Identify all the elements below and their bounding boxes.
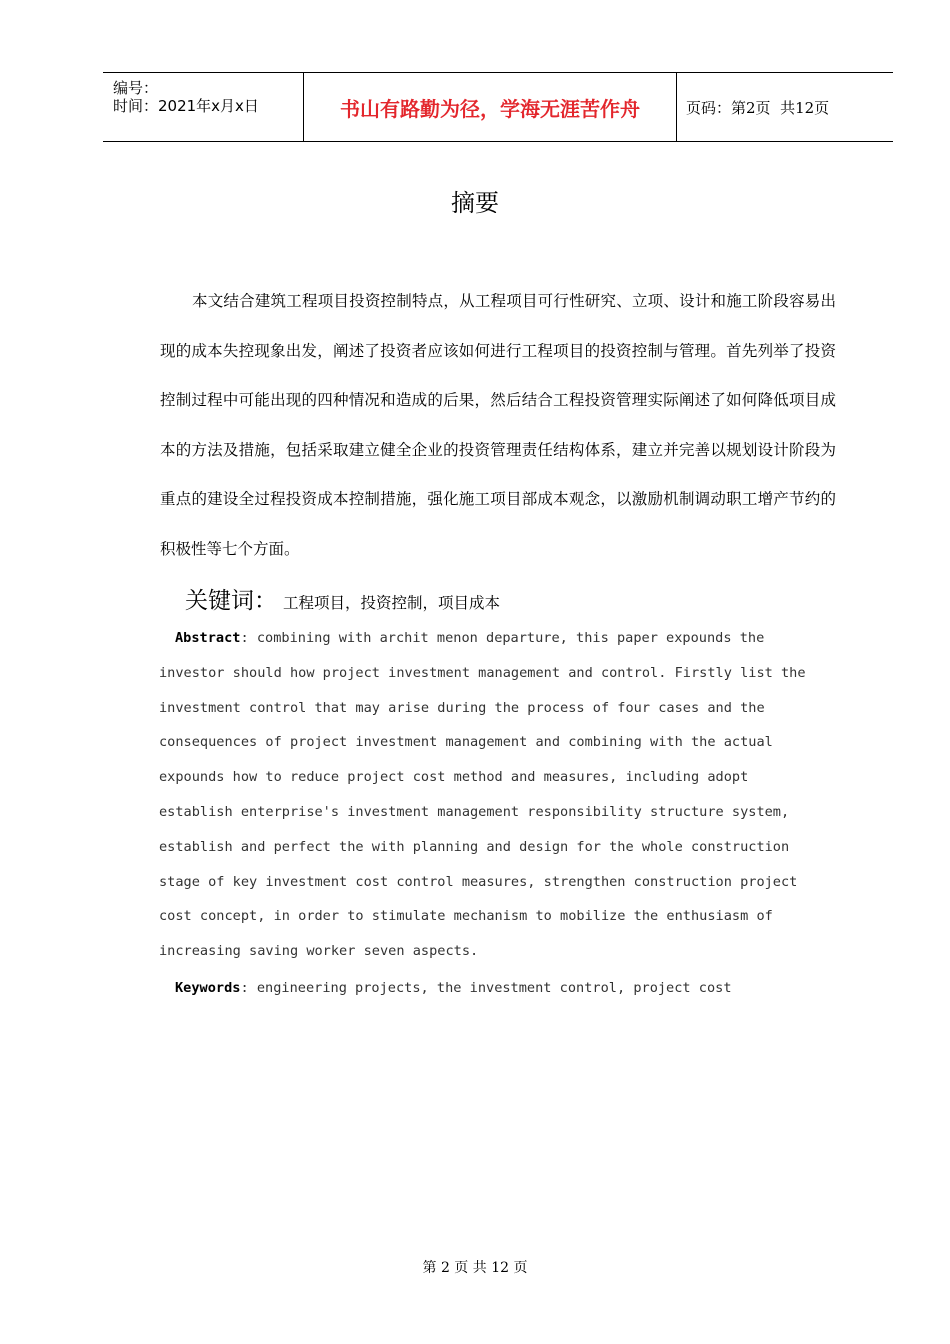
page-header — [103, 72, 893, 142]
abstract-line: stage of key investment cost control measures, strengthen construction project — [159, 873, 798, 890]
header-page-code: 页码：第2页 共12页 — [686, 98, 830, 117]
abstract-line: increasing saving worker seven aspects. — [159, 943, 479, 960]
keywords-cn — [185, 582, 500, 615]
abstract-line: establish enterprise's investment management responsibility structure system, — [159, 803, 790, 820]
header-motto: 书山有路勤为径，学海无涯苦作舟 — [304, 73, 677, 141]
keywords-cn-label: 关键词： — [185, 588, 277, 614]
number-label: 编号： — [113, 79, 159, 97]
abstract-label: Abstract — [175, 630, 241, 646]
english-abstract — [159, 621, 839, 969]
page-footer: 第 2 页 共 12 页 — [422, 1260, 528, 1276]
time-label: 时间：2021年x月x日 — [113, 97, 259, 115]
abstract-line — [159, 621, 839, 656]
keywords-en-label: Keywords — [175, 980, 241, 996]
abstract-line: expounds how to reduce project cost method and measures, including adopt — [159, 769, 749, 786]
abstract-line: establish and perfect the with planning and design for the whole construction — [159, 838, 790, 855]
keywords-en-value: : engineering projects, the investment control, project cost — [240, 980, 732, 996]
abstract-line: cost concept, in order to stimulate mechanism to mobilize the enthusiasm of — [159, 908, 773, 925]
abstract-line-text: : combining with archit menon departure, this paper expounds the — [240, 630, 765, 646]
abstract-line: investment control that may arise during the process of four cases and the — [159, 699, 765, 716]
abstract-line: consequences of project investment management and combining with the actual — [159, 734, 773, 751]
page-title: 摘要 — [451, 189, 499, 217]
keywords-cn-value: 工程项目，投资控制，项目成本 — [283, 594, 501, 612]
abstract-line: investor should how project investment management and control. Firstly list the — [159, 664, 806, 681]
chinese-abstract: 本文结合建筑工程项目投资控制特点，从工程项目可行性研究、立项、设计和施工阶段容易出现的成本失控现象出发，阐述了投资者应该如何进行工程项目的投资控制与管理。首先列举了投资控制过程中可能出现的四种情况和造成的后果，然后结合工程投资管理实际阐述了如何降低项目成本的方法及措施，包括采取建立健全企业的投资管理责任结构体系，建立并完善以规划设计阶段为重点的建设全过程投资成本控制措施，强化施工项目部成本观念，以激励机制调动职工增产节约的积极性等七个方面。 — [160, 292, 836, 558]
header-meta — [103, 73, 304, 141]
keywords-en — [175, 980, 732, 996]
